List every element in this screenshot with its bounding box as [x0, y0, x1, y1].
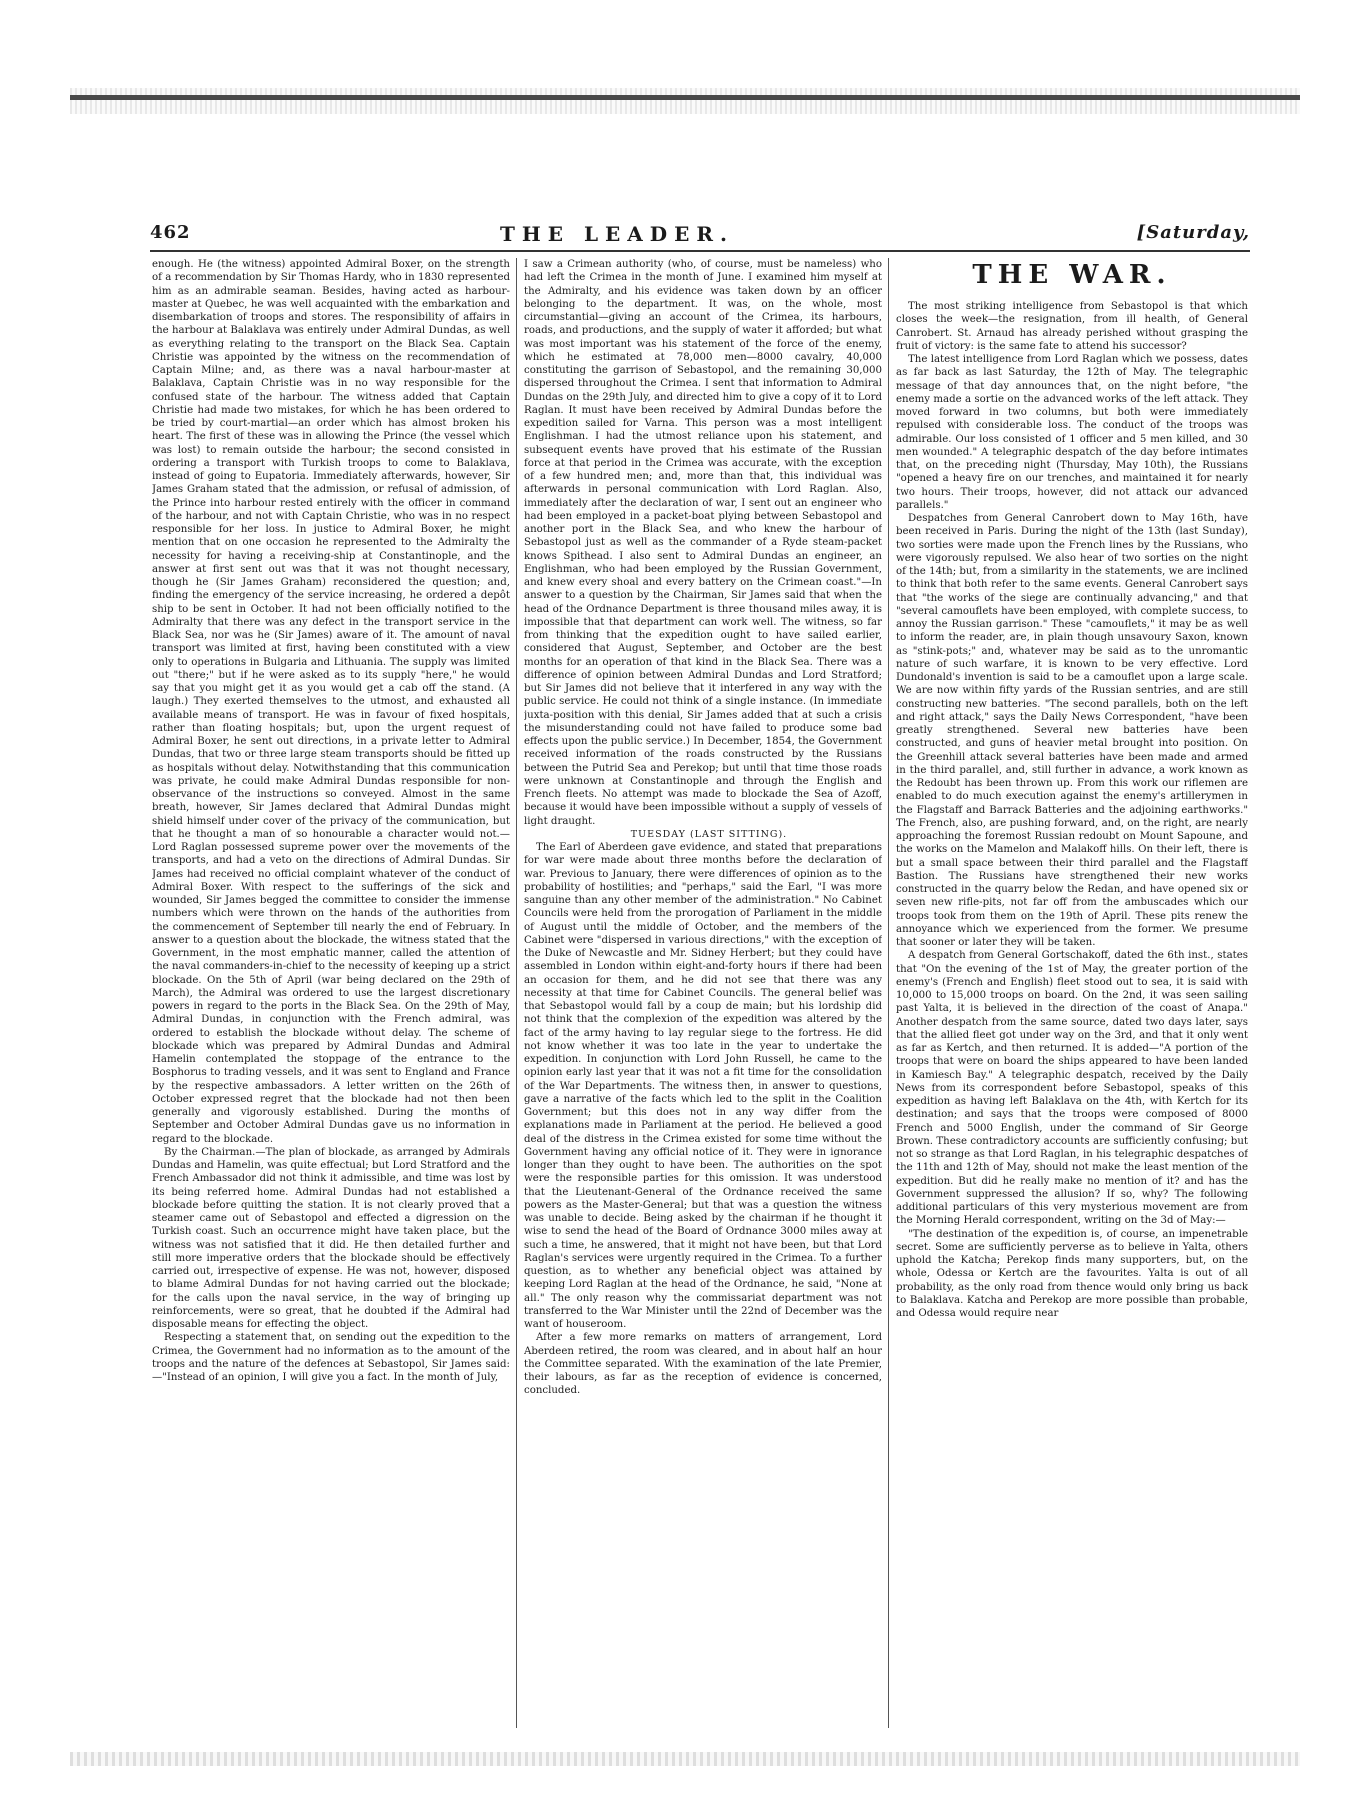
col2-paragraph: After a few more remarks on matters of arrangement, Lord Aberdeen retired, the room was cleared, and in about half an hour the Committee separated. With the examination of the late Premier, their labours, as far as the reception of evidence is concerned, concluded. [524, 1332, 882, 1397]
column-divider [516, 258, 517, 1728]
col3-paragraph: Despatches from General Canrobert down to May 16th, have been received in Paris. During the night of the 13th (last Sunday), two sorties were made upon the French lines by the Russians, who were vigorously repulsed. We also hear of two sorties on the night of the 14th; but, from a similarity in the statements, we are inclined to think that both refer to the same events. General Canrobert says that "the works of the siege are continually advancing," and that "several camouflets have been employed, with complete success, to annoy the Russian garrison." These "camouflets," it may be as well to inform the reader, are, in plain though unsavoury Saxon, known as "stink-pots;" and, whatever may be said as to the unromantic nature of such warfare, it is known to be very effective. Lord Dundonald's invention is said to be a camouflet upon a large scale. We are now within fifty yards of the Russian sentries, and are still constructing new batteries. "The second parallels, both on the left and right attack," says the Daily News Correspondent, "have been greatly strengthened. Several new batteries have been constructed, and guns of heavier metal brought into position. On the Greenhill attack several batteries have been made and armed in the third parallel, and, still further in advance, a work known as the Redoubt has been thrown up. From this work our riflemen are enabled to do much execution against the enemy's artillerymen in the Flagstaff and Barrack Batteries and the adjoining earthworks." The French, also, are pushing forward, and, on the right, are nearly approaching the foremost Russian redoubt on Mount Sapoune, and the works on the Mamelon and Malakoff hills. On their left, there is but a small space between their third parallel and the Flagstaff Bastion. The Russians have strengthened their new works constructed in the quarry below the Redan, and have opened six or seven new rifle-pits, not far off from the ambuscades which our troops took from them on the 19th of April. These pits renew the annoyance which we experienced from the former. We presume that sooner or later they will be taken. [896, 513, 1248, 948]
col3-paragraph: The latest intelligence from Lord Raglan which we possess, dates as far back as last Saturday, the 12th of May. The telegraphic message of that day announces that, on the night before, "the enemy made a sortie on the advanced works of the left attack. They moved forward in two columns, but both were immediately repulsed with considerable loss. The conduct of the troops was admirable. Our loss consisted of 1 officer and 5 men killed, and 30 men wounded." A telegraphic despatch of the day before intimates that, on the preceding night (Thursday, May 10th), the Russians "opened a heavy fire on our trenches, and maintained it for nearly two hours. Their troops, however, did not attack our advanced parallels." [896, 354, 1248, 511]
col2-subheading: TUESDAY (LAST SITTING). [630, 828, 788, 840]
column-divider [888, 258, 889, 1728]
issue-day: [Saturday, [1136, 222, 1250, 243]
col2-paragraph: I saw a Crimean authority (who, of course, must be nameless) who had left the Crimea in the month of June. I examined him myself at the Admiralty, and his evidence was taken down by an officer belonging to the department. It was, on the whole, most circumstantial—giving an account of the Crimea, its harbours, roads, and productions, and the supply of water it afforded; but what was most important was his statement of the force of the enemy, which he estimated at 78,000 men—8000 cavalry, 40,000 constituting the garrison of Sebastopol, and the remaining 30,000 dispersed throughout the Crimea. I sent that information to Admiral Dundas on the 29th July, and directed him to give a copy of it to Lord Raglan. It must have been received by Admiral Dundas before the expedition sailed for Varna. This person was a most intelligent Englishman. I had the utmost reliance upon his statement, and subsequent events have proved that his estimate of the Russian force at that period in the Crimea was accurate, with the exception of a few hundred men; and, more than that, this individual was afterwards in personal communication with Lord Raglan. Also, immediately after the declaration of war, I sent out an engineer who had been employed in a packet-boat plying between Sebastopol and another port in the Black Sea, and who knew the harbour of Sebastopol just as well as the commander of a Ryde steam-packet knows Spithead. I also sent to Admiral Dundas an engineer, an Englishman, who had been employed by the Russian Government, and knew every shoal and every battery on the Crimean coast."—In answer to a question by the Chairman, Sir James said that when the head of the Ordnance Department is three thousand miles away, it is impossible that that department can work well. The witness, so far from thinking that the expedition ought to have sailed earlier, considered that August, September, and October are the best months for an operation of that kind in the Black Sea. There was a difference of opinion between Admiral Dundas and Lord Stratford; but Sir James did not believe that it interfered in any way with the public service. He could not think of a single instance. (In immediate juxta-position with this denial, Sir James added that at such a crisis the misunderstanding could not have failed to produce some bad effects upon the public service.) In December, 1854, the Government received information of the roads constructed by the Russians between the Putrid Sea and Perekop; but until that time those roads were unknown at Constantinople and through the English and French fleets. No attempt was made to blockade the Sea of Azoff, because it would have been impossible without a supply of vessels of light draught. [524, 259, 882, 827]
column-2 [524, 258, 882, 1730]
col2-paragraph: The Earl of Aberdeen gave evidence, and stated that preparations for war were made about three months before the declaration of war. Previous to January, there were differences of opinion as to the probability of hostilities; and "perhaps," said the Earl, "I was more sanguine than any other member of the administration." No Cabinet Councils were held from the prorogation of Parliament in the middle of August until the middle of October, and the members of the Cabinet were "dispersed in various directions," with the exception of the Duke of Newcastle and Mr. Sidney Herbert; but they could have assembled in London within eight-and-forty hours if there had been an occasion for them, and he did not see that there was any necessity at that time for Cabinet Councils. The general belief was that Sebastopol would fall by a coup de main; but his lordship did not think that the complexion of the expedition was altered by the fact of the army having to lay regular siege to the fortress. He did not know whether it was too late in the year to undertake the expedition. In conjunction with Lord John Russell, he came to the opinion early last year that it was not a fit time for the consolidation of the War Departments. The witness then, in answer to questions, gave a narrative of the facts which led to the split in the Coalition Government; but this does not in any way differ from the explanations made in Parliament at the period. He believed a good deal of the distress in the Crimea existed for some time without the Government having any official notice of it. They were in ignorance longer than they ought to have been. The authorities on the spot were the responsible parties for this omission. It was understood that the Lieutenant-General of the Ordnance received the same powers as the Master-General; but that was a question the witness was unable to decide. Being asked by the chairman if he thought it wise to send the head of the Board of Ordnance 3000 miles away at such a time, he answered, that it might not have been, but that Lord Raglan's services were urgently required in the Crimea. To a further question, as to whether any beneficial object was attained by keeping Lord Raglan at the head of the Ordnance, he said, "None at all." The only reason why the commissariat department was not transferred to the War Minister until the 22nd of December was the want of houseroom. [524, 842, 882, 1330]
masthead-title: THE LEADER. [500, 222, 734, 246]
page-header [150, 222, 1250, 244]
column-3 [896, 258, 1248, 1730]
col1-paragraph: Respecting a statement that, on sending out the expedition to the Crimea, the Government had no information as to the amount of the troops and the nature of the defences at Sebastopol, Sir James said:—"Instead of an opinion, I will give you a fact. In the month of July, [152, 1332, 510, 1383]
section-heading: THE WAR. [972, 260, 1172, 290]
scan-top-band [70, 88, 1300, 114]
page-number: 462 [150, 222, 191, 243]
col3-paragraph: The most striking intelligence from Sebastopol is that which closes the week—the resignation, from ill health, of General Canrobert. St. Arnaud has already perished without grasping the fruit of victory: is the same fate to attend his successor? [896, 301, 1248, 352]
scan-bottom-band [70, 1752, 1300, 1766]
col3-paragraph: A despatch from General Gortschakoff, dated the 6th inst., states that "On the evening of the 1st of May, the greater portion of the enemy's (French and English) fleet stood out to sea, it is said with 10,000 to 15,000 troops on board. On the 2nd, it was seen sailing past Yalta, it is believed in the direction of the coast of Anapa." Another despatch from the same source, dated two days later, says that the allied fleet got under way on the 3rd, and that it only went as far as Kertch, and then returned. It is added—"A portion of the troops that were on board the ships appeared to have been landed in Kamiesch Bay." A telegraphic despatch, received by the Daily News from its correspondent before Sebastopol, speaks of this expedition as having left Balaklava on the 4th, with Kertch for its destination; and says that the troops were composed of 8000 French and 5000 English, under the command of Sir George Brown. These contradictory accounts are sufficiently confusing; but not so strange as that Lord Raglan, in his telegraphic despatches of the 11th and 12th of May, should not make the least mention of the expedition. But did he really make no mention of it? and has the Government suppressed the allusion? If so, why? The following additional particulars of this very mysterious movement are from the Morning Herald correspondent, writing on the 3d of May:— [896, 950, 1248, 1227]
col3-paragraph: "The destination of the expedition is, of course, an impenetrable secret. Some are sufficiently perverse as to believe in Yalta, others uphold the Katcha; Perekop finds many supporters, but, on the whole, Odessa or Kertch are the favourites. Yalta is out of all probability, as the only road from thence would only bring us back to Balaklava. Katcha and Perekop are more possible than probable, and Odessa would require near [896, 1228, 1248, 1319]
col1-paragraph: By the Chairman.—The plan of blockade, as arranged by Admirals Dundas and Hamelin, was quite effectual; but Lord Stratford and the French Ambassador did not think it admissible, and time was lost by its being referred home. Admiral Dundas had not established a blockade before quitting the station. It is not clearly proved that a steamer came out of Sebastopol and effected a digression on the Turkish coast. Such an occurrence might have taken place, but the witness was not satisfied that it did. He then detailed further and still more imperative orders that the blockade should be effectively carried out, irrespective of expense. He was not, however, disposed to blame Admiral Dundas for not having carried out the blockade; for the calls upon the naval service, in the way of bringing up reinforcements, were so great, that he doubted if the Admiral had disposable means for effecting the object. [152, 1146, 510, 1330]
column-1 [152, 258, 510, 1730]
col1-paragraph: enough. He (the witness) appointed Admiral Boxer, on the strength of a recommendation by Sir Thomas Hardy, who in 1830 represented him as an admirable seaman. Besides, having acted as harbour-master at Quebec, he was well acquainted with the embarkation and disembarkation of troops and stores. The responsibility of affairs in the harbour at Balaklava was entirely under Admiral Dundas, as well as everything relating to the transport on the Black Sea. Captain Christie was appointed by the witness on the recommendation of Captain Milne; and, as there was a naval harbour-master at Balaklava, Captain Christie was in no way responsible for the confused state of the harbour. The witness added that Captain Christie had made two mistakes, for which he has been ordered to be tried by court-martial—an order which has almost broken his heart. The first of these was in allowing the Prince (the vessel which was lost) to remain outside the harbour; the second consisted in ordering a transport with Turkish troops to come to Balaklava, instead of going to Eupatoria. Immediately afterwards, however, Sir James Graham stated that the admission, or refusal of admission, of the Prince into harbour rested entirely with the officer in command of the harbour, and not with Captain Christie, who was in no respect responsible for her loss. In justice to Admiral Boxer, he might mention that on one occasion he represented to the Admiralty the necessity for having a receiving-ship at Constantinople, and the answer at first sent out was that it was not thought necessary, though he (Sir James Graham) reconsidered the question; and, finding the emergency of the service increasing, he ordered a depôt ship to be sent in October. It had not been officially notified to the Admiralty that there was any defect in the transport service in the Black Sea, nor was he (Sir James) aware of it. The amount of naval transport was limited at first, having been constituted with a view only to operations in Bulgaria and Lithuania. The supply was limited out "there;" but if he were asked as to its supply "here," he would say that you might get it as you would get a cab off the stand. (A laugh.) They exerted themselves to the utmost, and exhausted all available means of transport. He was in favour of fixed hospitals, rather than floating hospitals; but, upon the urgent request of Admiral Boxer, he sent out directions, in a private letter to Admiral Dundas, that two or three large steam transports should be fitted up as hospitals without delay. Notwithstanding that this communication was private, he could make Admiral Dundas responsible for non-observance of the instructions so conveyed. Almost in the same breath, however, Sir James declared that Admiral Dundas might shield himself under cover of the privacy of the communication, but that he thought a man of so honourable a character would not.—Lord Raglan possessed supreme power over the movements of the transports, and had a veto on the directions of Admiral Dundas. Sir James had received no official complaint whatever of the conduct of Admiral Boxer. With respect to the sufferings of the sick and wounded, Sir James begged the committee to consider the immense numbers which were thrown on the hands of the authorities from the commencement of September till nearly the end of February. In answer to a question about the blockade, the witness stated that the Government, in the most emphatic manner, called the attention of the naval commanders-in-chief to the necessity of keeping up a strict blockade. On the 5th of April (war being declared on the 29th of March), the Admiral was ordered to use the largest discretionary powers in regard to the ports in the Black Sea. On the 29th of May, Admiral Dundas, in conjunction with the French admiral, was ordered to establish the blockade without delay. The scheme of blockade which was prepared by Admiral Dundas and Admiral Hamelin contemplated the stoppage of the entrance to the Bosphorus to trading vessels, and it was sent to England and France by the respective ambassadors. A letter written on the 26th of October expressed regret that the blockade had not then been generally and vigorously established. During the months of September and October Admiral Dundas gave us no information in regard to the blockade. [152, 259, 510, 1145]
header-rule [150, 250, 1250, 252]
